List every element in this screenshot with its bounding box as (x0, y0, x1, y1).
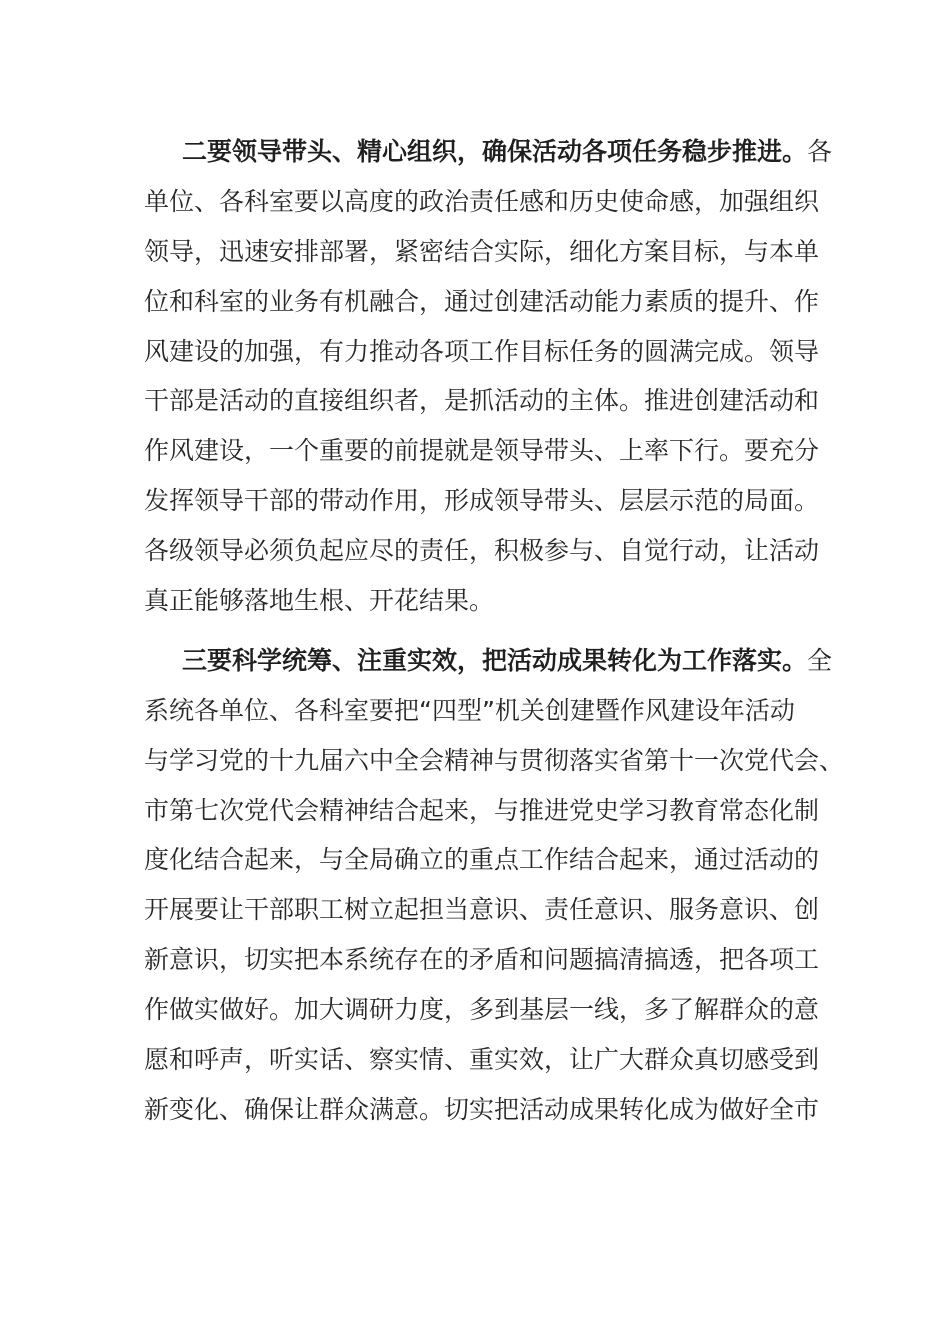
paragraph-line: 新变化、确保让群众满意。切实把活动成果转化成为做好全市 (144, 1094, 820, 1124)
paragraph-line: 领导，迅速安排部署，紧密结合实际，细化方案目标，与本单 (144, 236, 820, 266)
paragraph-line: 单位、各科室要以高度的政治责任感和历史使命感，加强组织 (144, 186, 820, 216)
paragraph-line (144, 127, 833, 177)
paragraph-heading: 二要领导带头、精心组织，确保活动各项任务稳步推进。 (182, 137, 808, 166)
paragraph-three (144, 636, 845, 1135)
paragraph-line: 真正能够落地生根、开花结果。 (144, 586, 495, 616)
paragraph-line: 作做实做好。加大调研力度，多到基层一线，多了解群众的意 (144, 995, 820, 1025)
paragraph-line: 度化结合起来，与全局确立的重点工作结合起来，通过活动的 (144, 845, 820, 875)
paragraph-line: 风建设的加强，有力推动各项工作目标任务的圆满完成。领导 (144, 336, 820, 366)
paragraph-line: 与学习党的十九届六中全会精神与贯彻落实省第十一次党代会、 (144, 745, 845, 775)
line-text: 各 (807, 137, 833, 166)
document-body (144, 127, 845, 1135)
line-text: 全 (807, 645, 833, 675)
paragraph-line: 各级领导必须负起应尽的责任，积极参与、自觉行动，让活动 (144, 536, 820, 566)
paragraph-line: 愿和呼声，听实话、察实情、重实效，让广大群众真切感受到 (144, 1045, 820, 1075)
paragraph-line: 发挥领导干部的带动作用，形成领导带头、层层示范的局面。 (144, 486, 820, 516)
paragraph-line: 开展要让干部职工树立起担当意识、责任意识、服务意识、创 (144, 895, 820, 925)
paragraph-line: 作风建设，一个重要的前提就是领导带头、上率下行。要充分 (144, 436, 820, 466)
paragraph-line: 新意识，切实把本系统存在的矛盾和问题搞清搞透，把各项工 (144, 945, 820, 975)
paragraph-line: 市第七次党代会精神结合起来，与推进党史学习教育常态化制 (144, 795, 820, 825)
paragraph-two (144, 127, 833, 626)
paragraph-heading: 三要科学统筹、注重实效，把活动成果转化为工作落实。 (182, 645, 808, 675)
paragraph-line (144, 636, 833, 686)
paragraph-line: 位和科室的业务有机融合，通过创建活动能力素质的提升、作 (144, 286, 820, 316)
paragraph-line: 系统各单位、各科室要把“四型”机关创建暨作风建设年活动 (144, 695, 795, 725)
paragraph-line: 干部是活动的直接组织者，是抓活动的主体。推进创建活动和 (144, 386, 820, 416)
